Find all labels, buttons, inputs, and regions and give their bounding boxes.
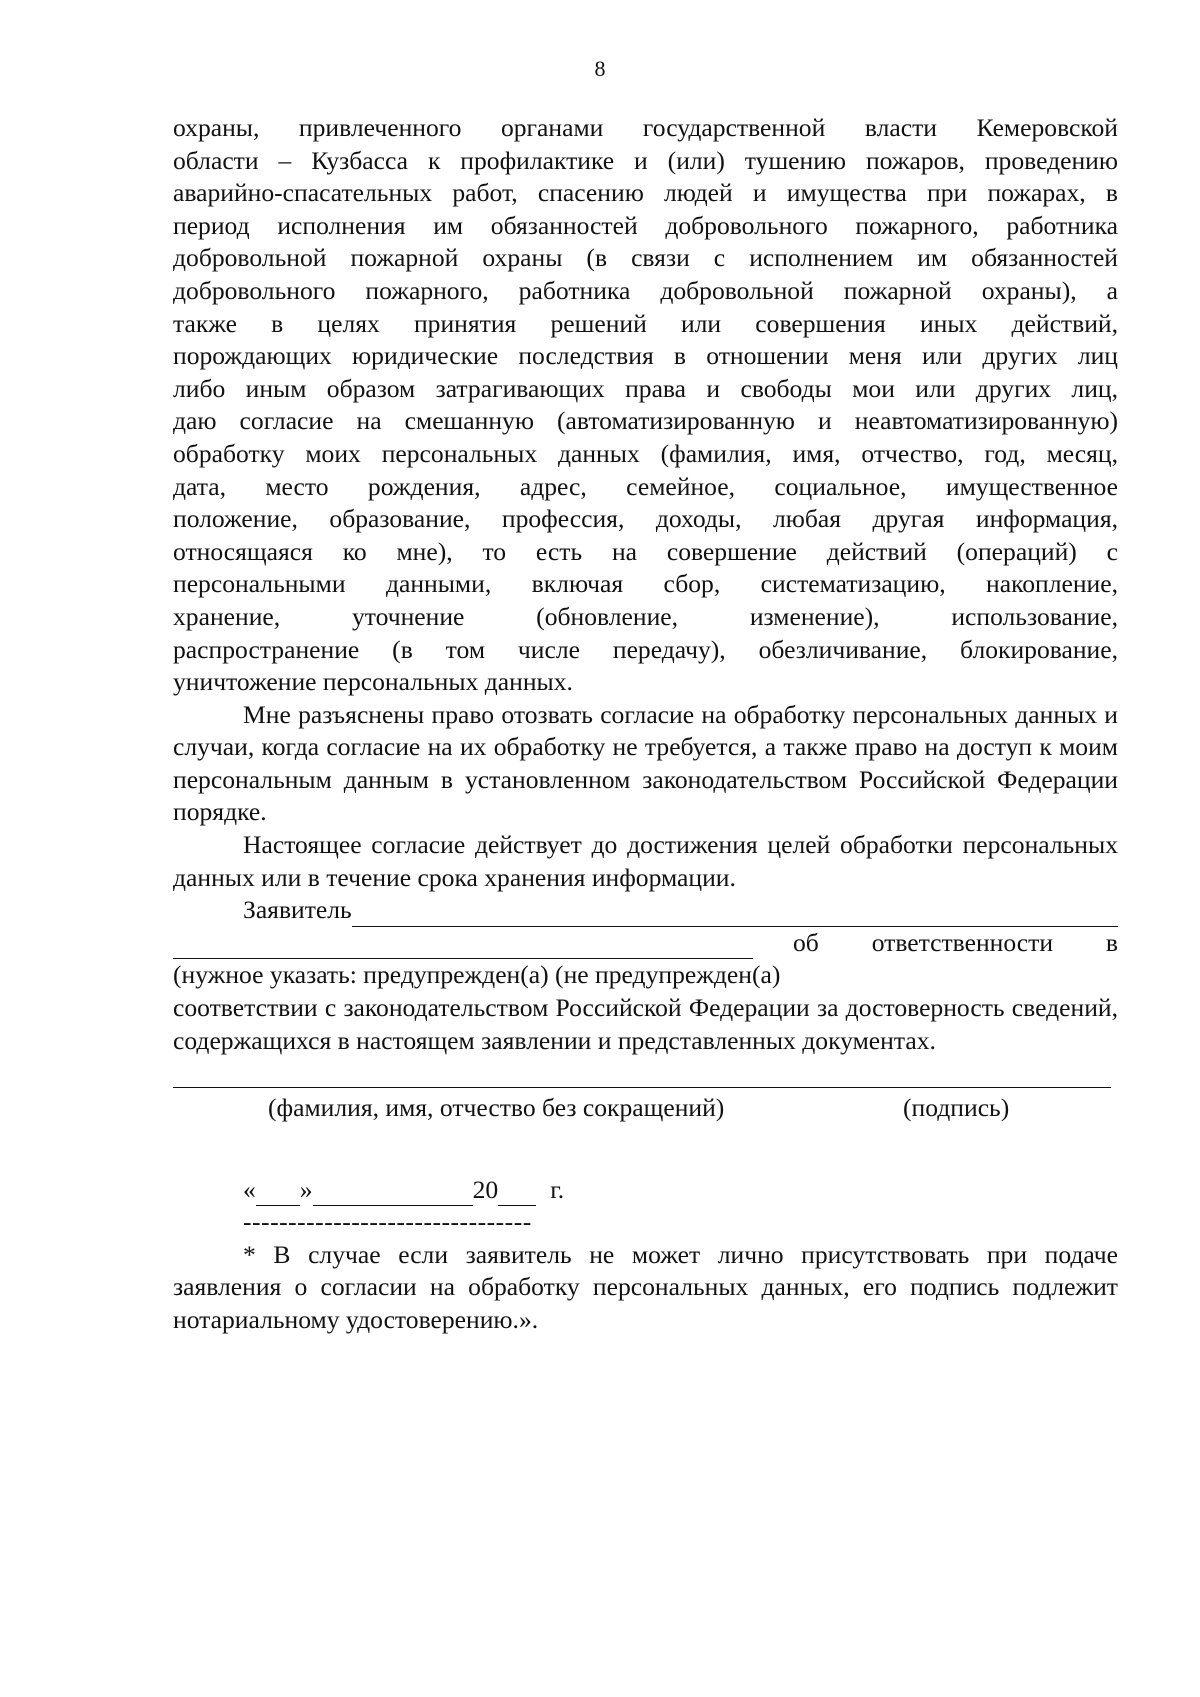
warning-hint: (нужное указать: предупрежден(а) (не предупрежден(а): [173, 960, 781, 990]
warning-blank-line[interactable]: [173, 932, 753, 959]
paragraph-line: хранение, уточнение (обновление, изменение), использование,: [173, 601, 1118, 631]
footnote: * В случае если заявитель не может лично присутствовать при подаче заявления о согласии на обработку персональных данных, его подпись подлежит нотариальному удостоверению.».: [173, 1239, 1118, 1334]
paragraph-line: обработку моих персональных данных (фамилия, имя, отчество, год, месяц,: [173, 438, 1118, 468]
paragraph-line: положение, образование, профессия, доходы, любая другая информация,: [173, 504, 1118, 534]
date-year-suffix: г.: [550, 1174, 565, 1204]
warning-word: об: [793, 927, 819, 957]
date-open-quote: «: [243, 1174, 256, 1204]
warning-tail: [753, 927, 1118, 960]
date-year-blank[interactable]: [498, 1179, 536, 1206]
date-year-prefix: 20: [472, 1174, 499, 1204]
date-month-blank[interactable]: [313, 1179, 473, 1206]
warning-word: ответственности: [871, 927, 1054, 957]
caption-signature: (подпись): [903, 1093, 1010, 1123]
page-number: 8: [594, 56, 606, 81]
paragraph-line: добровольного пожарного, работника добровольной пожарной охраны), а: [173, 275, 1118, 305]
applicant-blank-line[interactable]: [352, 902, 1118, 927]
rights-paragraph: Мне разъяснены право отозвать согласие на обработку персональных данных и случаи, когда согласие на их обработку не требуется, а также право на доступ к моим персональным данным в установленном законодательством Российской Федерации порядке.: [173, 699, 1118, 827]
paragraph-line: уничтожение персональных данных.: [173, 667, 573, 697]
warning-word: в: [1105, 927, 1118, 957]
signature-captions: [173, 1092, 1118, 1132]
paragraph-line: персональными данными, включая сбор, систематизацию, накопление,: [173, 569, 1118, 599]
applicant-row: [243, 894, 1118, 927]
signature-line[interactable]: [173, 1085, 1111, 1088]
date-close-quote: »: [299, 1174, 313, 1204]
paragraph-line: аварийно-спасательных работ, спасению людей и имущества при пожарах, в: [173, 178, 1118, 208]
paragraph-line: дата, место рождения, адрес, семейное, социальное, имущественное: [173, 471, 1118, 501]
paragraph-line: охраны, привлеченного органами государственной власти Кемеровской: [173, 113, 1118, 142]
paragraph-line: даю согласие на смешанную (автоматизированную и неавтоматизированную): [173, 406, 1118, 436]
document-body: [173, 112, 1118, 1337]
paragraph-line: добровольной пожарной охраны (в связи с исполнением им обязанностей: [173, 243, 1118, 273]
caption-full-name: (фамилия, имя, отчество без сокращений): [268, 1093, 725, 1123]
paragraph-line: области – Кузбасса к профилактике и (или) тушению пожаров, проведению: [173, 145, 1118, 175]
validity-paragraph: Настоящее согласие действует до достижения целей обработки персональных данных или в течение срока хранения информации.: [173, 830, 1118, 892]
paragraph-line: относящаяся ко мне), то есть на совершение действий (операций) с: [173, 536, 1118, 566]
paragraph-line: распространение (в том числе передачу), обезличивание, блокирование,: [173, 634, 1118, 664]
paragraph-line: период исполнения им обязанностей добровольного пожарного, работника: [173, 210, 1118, 240]
dashed-separator: --------------------------------: [243, 1207, 532, 1237]
applicant-label: Заявитель: [243, 895, 352, 925]
date-day-blank[interactable]: [256, 1179, 300, 1206]
responsibility-paragraph: соответствии с законодательством Российской Федерации за достоверность сведений, содержащихся в настоящем заявлении и представленных документах.: [173, 993, 1118, 1055]
paragraph-line: либо иным образом затрагивающих права и свободы мои или других лиц,: [173, 373, 1118, 403]
warning-row: [173, 927, 1118, 960]
paragraph-line: также в целях принятия решений или совершения иных действий,: [173, 308, 1118, 338]
date-row: [243, 1172, 1118, 1206]
consent-paragraph: [173, 112, 1118, 699]
paragraph-line: порождающих юридические последствия в отношении меня или других лиц: [173, 341, 1118, 371]
